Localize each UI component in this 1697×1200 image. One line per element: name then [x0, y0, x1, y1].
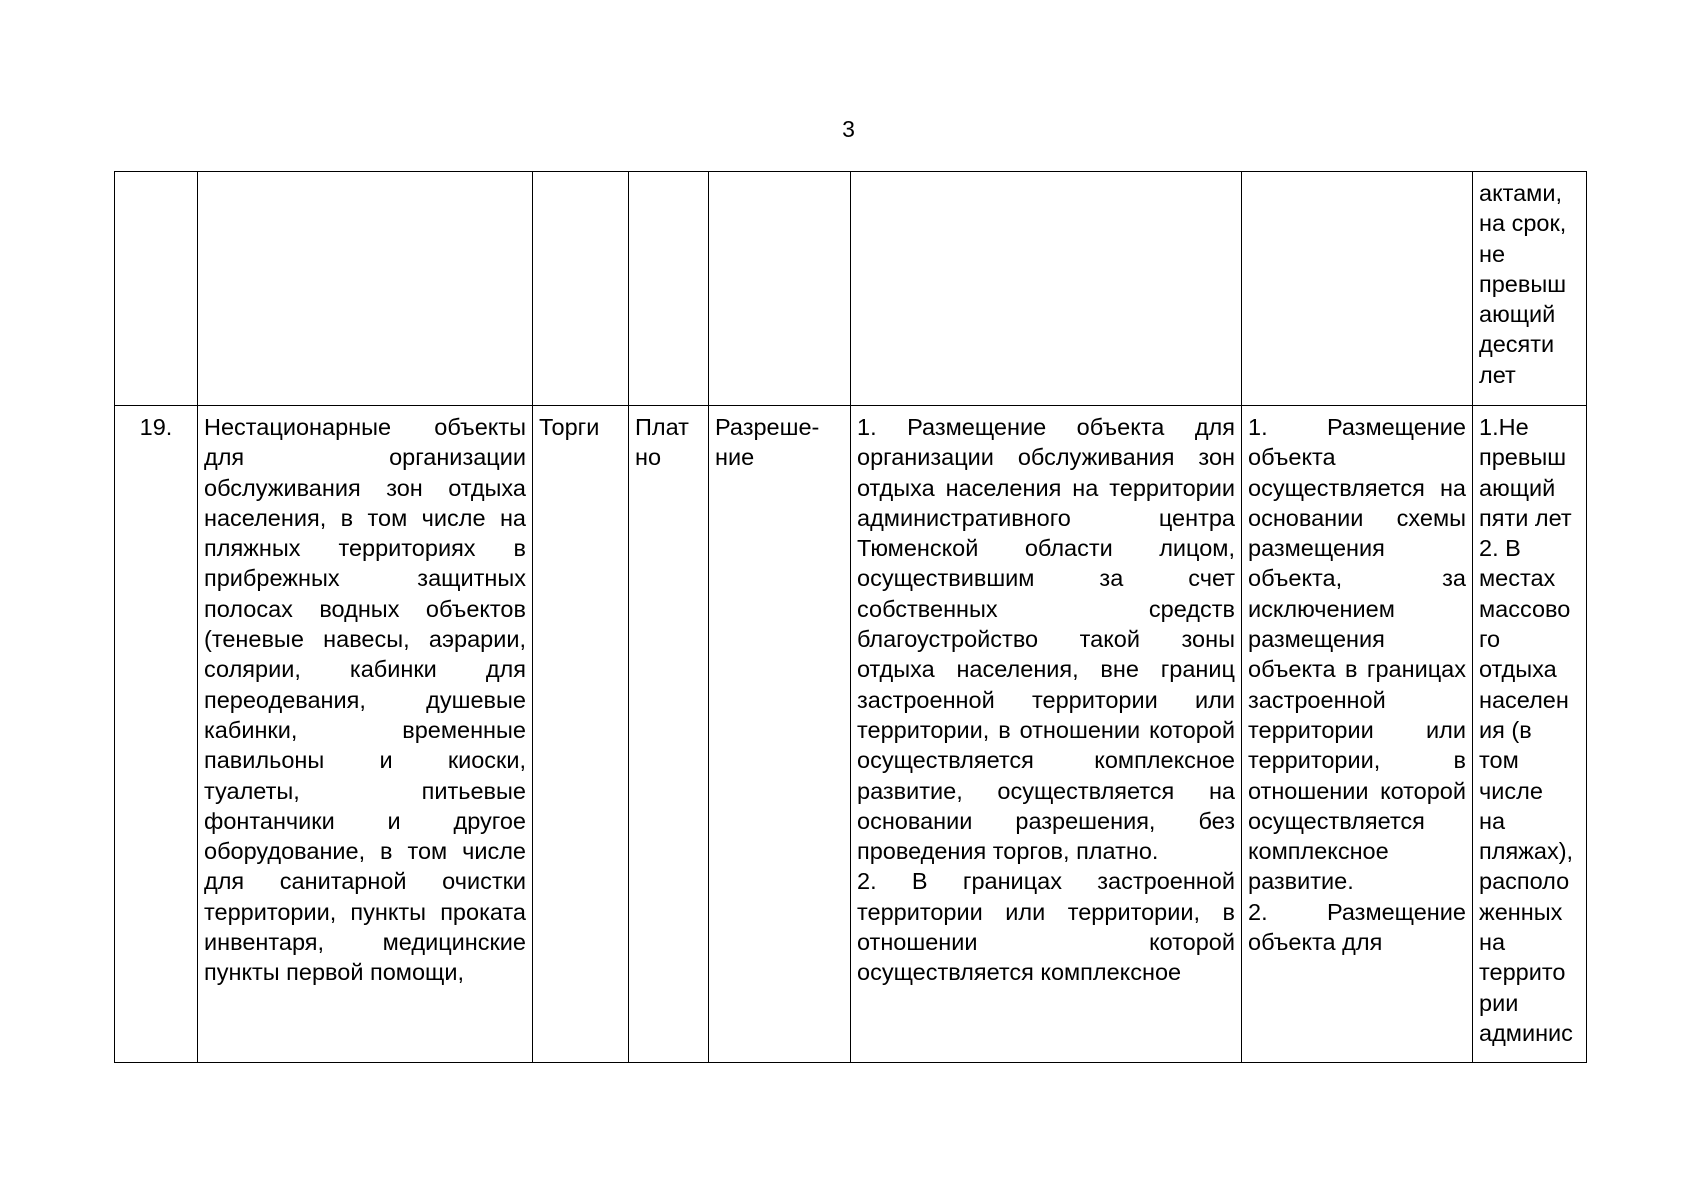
term-line: админис	[1479, 1019, 1573, 1046]
term-line: массово	[1479, 595, 1571, 622]
term-line: пляжах),	[1479, 838, 1574, 865]
cell-term-continuation	[1473, 172, 1587, 406]
cell-term	[1473, 406, 1587, 1063]
term-line: превыш	[1479, 444, 1567, 471]
term-line: том	[1479, 747, 1519, 774]
table-row-continuation	[115, 172, 1587, 406]
page-number: 3	[842, 116, 855, 142]
conditions-paragraph-2: 2. В границах застроенной территории или территории, в отношении которой осуществляется комплексное	[857, 868, 1235, 986]
term-line: лет	[1479, 361, 1516, 388]
term-line: го	[1479, 626, 1501, 653]
cell-placement	[1242, 406, 1473, 1063]
cell-procedure	[533, 406, 629, 1063]
payment-text-line: Плат	[635, 414, 689, 440]
basis-text-line: Разреше-	[715, 414, 820, 440]
placement-paragraph-2: 2. Размещение объекта для	[1248, 898, 1466, 956]
basis-text-line: ние	[715, 444, 755, 471]
term-line: на срок,	[1479, 210, 1567, 237]
cell-object-type-empty	[198, 172, 533, 406]
term-line: не	[1479, 240, 1506, 267]
cell-row-number: 19.	[115, 406, 198, 1063]
term-line: ающий	[1479, 301, 1556, 328]
document-table	[114, 171, 1587, 1063]
term-line: 1.Не	[1479, 414, 1529, 440]
cell-object-type	[198, 406, 533, 1063]
table-row-19	[115, 406, 1587, 1063]
cell-payment-empty	[629, 172, 709, 406]
term-line: превыш	[1479, 270, 1567, 297]
term-line: числе	[1479, 777, 1543, 804]
term-line: рии	[1479, 989, 1519, 1016]
term-line: на	[1479, 929, 1506, 956]
term-line: террито	[1479, 959, 1566, 986]
term-line: актами,	[1479, 180, 1562, 206]
term-line: населен	[1479, 686, 1569, 713]
term-line: десяти	[1479, 331, 1555, 358]
term-line: на	[1479, 807, 1506, 834]
placement-paragraph-1: 1. Размещение объекта осуществляется на основании схемы размещения объекта, за исключением размещения объекта в границах застроенной территории или территории, в отношении которой осуществляется комплексное развитие.	[1248, 414, 1466, 895]
cell-basis-empty	[709, 172, 851, 406]
term-line: женных	[1479, 898, 1563, 925]
term-line: пяти лет	[1479, 504, 1572, 531]
procedure-text: Торги	[539, 414, 600, 440]
payment-text-line: но	[635, 444, 662, 471]
term-line: ия (в	[1479, 716, 1532, 743]
cell-payment	[629, 406, 709, 1063]
term-line: располо	[1479, 868, 1570, 895]
cell-conditions	[851, 406, 1242, 1063]
cell-placement-empty	[1242, 172, 1473, 406]
object-type-text: Нестационарные объекты для организации обслуживания зон отдыха населения, в том числе на пляжных территориях в прибрежных защитных полосах водных объектов (теневые навесы, аэрарии, солярии, кабинки для переодевания, душевые кабинки, временные павильоны и киоски, туалеты, питьевые фонтанчики и другое оборудование, в том числе для санитарной очистки территории, пункты проката инвентаря, медицинские пункты первой помощи,	[204, 414, 526, 986]
cell-number-empty	[115, 172, 198, 406]
term-line: 2. В	[1479, 535, 1521, 562]
cell-procedure-empty	[533, 172, 629, 406]
cell-conditions-empty	[851, 172, 1242, 406]
term-line: местах	[1479, 565, 1556, 592]
term-line: отдыха	[1479, 656, 1557, 683]
conditions-paragraph-1: 1. Размещение объекта для организации обслуживания зон отдыха населения на территории административного центра Тюменской области лицом, осуществившим за счет собственных средств благоустройство такой зоны отдыха населения, вне границ застроенной территории или территории, в отношении которой осуществляется комплексное развитие, осуществляется на основании разрешения, без проведения торгов, платно.	[857, 414, 1235, 865]
cell-basis	[709, 406, 851, 1063]
term-line: ающий	[1479, 474, 1556, 501]
